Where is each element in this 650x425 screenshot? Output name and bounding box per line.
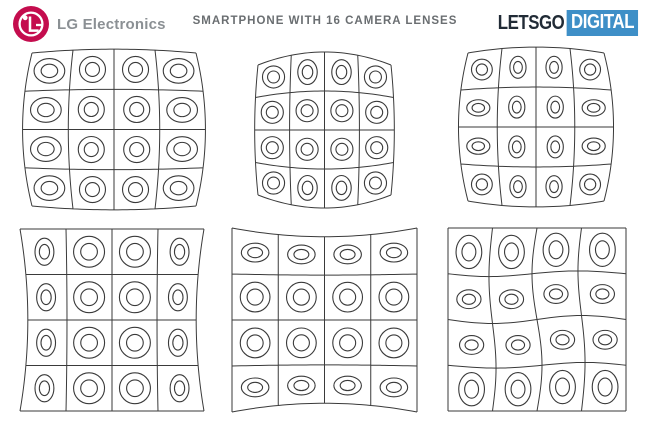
camera-lens: [119, 282, 150, 313]
camera-lens: [84, 143, 98, 157]
camera-lens: [261, 137, 283, 159]
camera-lens: [514, 181, 523, 193]
camera-lens: [467, 100, 490, 116]
lens-grid-wavy: [433, 213, 641, 425]
camera-lens: [170, 181, 187, 194]
camera-lens: [37, 284, 56, 311]
camera-lens: [386, 248, 401, 258]
grid-lines: [23, 49, 206, 210]
camera-lens: [340, 249, 355, 259]
camera-lens: [364, 66, 386, 88]
camera-lens: [39, 244, 49, 259]
camera-lens: [173, 335, 183, 350]
camera-lens: [174, 244, 184, 259]
camera-lens: [331, 138, 353, 160]
camera-lens: [163, 59, 194, 84]
lg-brand: [12, 5, 166, 43]
camera-lens: [79, 177, 105, 203]
camera-lens: [370, 71, 382, 83]
camera-lens: [511, 340, 524, 350]
camera-lens: [266, 106, 278, 118]
camera-lens: [590, 285, 614, 304]
camera-lens: [465, 340, 478, 350]
camera-lens: [31, 137, 62, 162]
camera-lens: [467, 138, 490, 154]
camera-lens: [127, 243, 144, 260]
camera-lens: [386, 335, 402, 351]
camera-lens: [476, 64, 487, 75]
grid-lines: [232, 228, 417, 412]
camera-lens: [543, 233, 569, 266]
camera-lens: [336, 105, 348, 117]
camera-lens: [366, 137, 388, 159]
camera-lens: [506, 336, 530, 355]
camera-lens: [371, 142, 383, 154]
camera-lens: [298, 176, 317, 201]
camera-lens: [556, 335, 569, 345]
camera-lens: [332, 60, 351, 85]
camera-lens: [74, 373, 105, 404]
camera-lens: [380, 378, 408, 397]
camera-lens: [247, 289, 263, 305]
camera-lens: [74, 327, 105, 358]
camera-lens: [336, 181, 347, 194]
camera-lens: [509, 136, 525, 158]
lens-grid-rounded-square: [453, 38, 619, 216]
camera-lens: [371, 106, 383, 118]
camera-lens: [74, 282, 105, 313]
camera-lens: [505, 373, 531, 406]
camera-lens: [268, 71, 280, 83]
camera-lens: [123, 56, 149, 82]
digital-logo-badge: DIGITAL: [567, 10, 638, 36]
camera-lens: [174, 103, 191, 116]
camera-lens: [81, 380, 98, 397]
camera-lens: [302, 65, 313, 78]
camera-lens: [81, 243, 98, 260]
camera-lens: [294, 249, 309, 259]
camera-lens: [85, 62, 99, 76]
camera-lens: [241, 243, 269, 262]
lens-grid-barrel-wide: [17, 38, 211, 221]
camera-lens: [510, 176, 526, 198]
camera-lens: [266, 142, 278, 154]
lens-grid-pincushion-topbottom: [217, 213, 432, 425]
camera-lens: [340, 289, 356, 305]
camera-lens: [248, 382, 263, 392]
camera-lens: [124, 137, 150, 163]
camera-lens: [547, 96, 563, 118]
camera-lens: [240, 328, 270, 358]
camera-lens: [462, 243, 476, 261]
camera-lens: [332, 176, 351, 201]
camera-lens: [379, 282, 409, 312]
camera-lens: [41, 64, 58, 77]
camera-lens: [544, 285, 568, 304]
camera-lens: [456, 235, 482, 268]
camera-lens: [472, 103, 484, 112]
camera-lens: [174, 381, 184, 396]
camera-lens: [268, 177, 280, 189]
camera-lens: [168, 329, 187, 356]
camera-lens: [123, 177, 149, 203]
camera-lens: [127, 334, 144, 351]
camera-lens: [296, 100, 318, 122]
camera-lens: [551, 101, 560, 113]
camera-lens: [505, 294, 518, 304]
camera-lens: [512, 101, 521, 113]
camera-lens: [580, 59, 601, 80]
camera-lens: [129, 62, 143, 76]
camera-lens: [41, 290, 51, 305]
header: [0, 0, 650, 46]
camera-lens: [585, 179, 596, 190]
page-title: SMARTPHONE WITH 16 CAMERA LENSES: [192, 15, 458, 27]
camera-lens: [364, 172, 386, 194]
camera-lens: [31, 98, 62, 123]
camera-lens: [248, 248, 263, 258]
camera-lens: [287, 328, 317, 358]
camera-lens: [596, 289, 609, 299]
camera-lens: [457, 290, 481, 309]
camera-lens: [549, 241, 563, 259]
camera-lens: [39, 381, 49, 396]
camera-lens: [119, 236, 150, 267]
camera-lens: [119, 373, 150, 404]
camera-lens: [370, 177, 382, 189]
camera-lens: [587, 142, 599, 151]
camera-lens: [168, 284, 187, 311]
camera-lens: [163, 176, 194, 201]
grid-lines: [20, 229, 204, 411]
camera-lens: [287, 282, 317, 312]
camera-lens: [37, 329, 56, 356]
camera-lens: [84, 102, 98, 116]
camera-lens: [386, 382, 401, 392]
camera-lens: [582, 138, 605, 154]
camera-lens: [587, 103, 599, 112]
camera-lens: [512, 141, 521, 153]
camera-lens: [386, 289, 402, 305]
camera-lens: [462, 294, 475, 304]
camera-lens: [592, 370, 618, 403]
camera-lens: [129, 183, 143, 197]
letsgo-logo-text: LETSGO: [497, 11, 565, 34]
camera-lens: [505, 243, 519, 261]
camera-lens: [593, 330, 617, 349]
camera-lens: [240, 282, 270, 312]
camera-lens: [241, 378, 269, 397]
camera-lens: [296, 138, 318, 160]
camera-lens: [301, 143, 313, 155]
lg-logo-icon: [12, 5, 50, 43]
camera-lens: [595, 241, 609, 259]
lg-brand-label: LG Electronics: [57, 15, 166, 33]
grid-lines: [448, 228, 626, 411]
camera-lens: [334, 376, 362, 395]
camera-lens: [340, 380, 355, 390]
camera-lens: [336, 65, 347, 78]
camera-lens: [298, 60, 317, 85]
camera-lens: [41, 335, 51, 350]
grid-lines: [255, 52, 395, 208]
camera-lens: [34, 176, 65, 201]
camera-lens: [41, 181, 58, 194]
camera-lens: [499, 290, 523, 309]
camera-lens: [74, 236, 105, 267]
camera-lens: [580, 174, 601, 195]
camera-lens: [590, 233, 616, 266]
camera-lens: [509, 96, 525, 118]
camera-lens: [262, 66, 284, 88]
grid-lines: [458, 47, 613, 207]
camera-lens: [471, 174, 492, 195]
letsgo-digital-logo: [498, 10, 638, 36]
camera-lens: [170, 238, 189, 265]
camera-lens: [549, 289, 562, 299]
camera-lens: [465, 380, 479, 398]
camera-lens: [302, 181, 313, 194]
camera-lens: [261, 101, 283, 123]
camera-lens: [130, 143, 144, 157]
camera-lens: [551, 141, 560, 153]
camera-lens: [81, 289, 98, 306]
camera-lens: [127, 289, 144, 306]
camera-lens: [124, 96, 150, 122]
camera-lens: [599, 335, 612, 345]
camera-lens: [81, 334, 98, 351]
camera-lens: [173, 290, 183, 305]
camera-lens: [35, 375, 54, 402]
camera-lens: [585, 64, 596, 75]
lens-grid-pincushion-sides: [5, 214, 219, 425]
camera-lens: [546, 176, 562, 198]
camera-lens: [38, 103, 55, 116]
camera-lens: [547, 136, 563, 158]
camera-lens: [550, 61, 559, 73]
camera-lens: [288, 376, 316, 395]
camera-lens: [34, 59, 65, 84]
camera-lens: [380, 243, 408, 262]
camera-lens: [598, 378, 612, 396]
camera-lens: [247, 335, 263, 351]
camera-lens: [379, 328, 409, 358]
camera-lens: [334, 245, 362, 264]
camera-lens: [78, 137, 104, 163]
camera-lens: [366, 101, 388, 123]
camera-lens: [340, 335, 356, 351]
camera-lens: [85, 183, 99, 197]
camera-lens: [514, 61, 523, 73]
camera-lens: [582, 100, 605, 116]
camera-lens: [119, 327, 150, 358]
camera-lens: [476, 179, 487, 190]
camera-lens: [293, 335, 309, 351]
camera-lens: [336, 143, 348, 155]
camera-lens: [170, 64, 187, 77]
camera-lens: [510, 56, 526, 78]
camera-lens: [130, 102, 144, 116]
camera-lens: [546, 56, 562, 78]
camera-lens: [460, 336, 484, 355]
camera-lens: [511, 380, 525, 398]
camera-lens: [167, 137, 198, 162]
camera-lens: [167, 98, 198, 123]
camera-lens: [459, 373, 485, 406]
camera-lens: [288, 245, 316, 264]
camera-lens: [35, 238, 54, 265]
lens-grid-barrel-tall: [243, 50, 406, 210]
camera-lens: [301, 105, 313, 117]
camera-lens: [333, 328, 363, 358]
camera-lens: [170, 375, 189, 402]
camera-lens: [471, 59, 492, 80]
camera-lens: [79, 56, 105, 82]
camera-lens: [174, 142, 191, 155]
camera-lens: [127, 380, 144, 397]
camera-lens: [262, 172, 284, 194]
camera-lens: [556, 378, 570, 396]
camera-lens: [78, 96, 104, 122]
camera-lens: [293, 289, 309, 305]
camera-lens: [294, 380, 309, 390]
camera-lens: [472, 142, 484, 151]
camera-lens: [550, 181, 559, 193]
camera-lens: [38, 142, 55, 155]
camera-lens: [331, 100, 353, 122]
camera-lens: [550, 330, 574, 349]
camera-lens: [499, 235, 525, 268]
camera-lens: [550, 370, 576, 403]
camera-lens: [333, 282, 363, 312]
